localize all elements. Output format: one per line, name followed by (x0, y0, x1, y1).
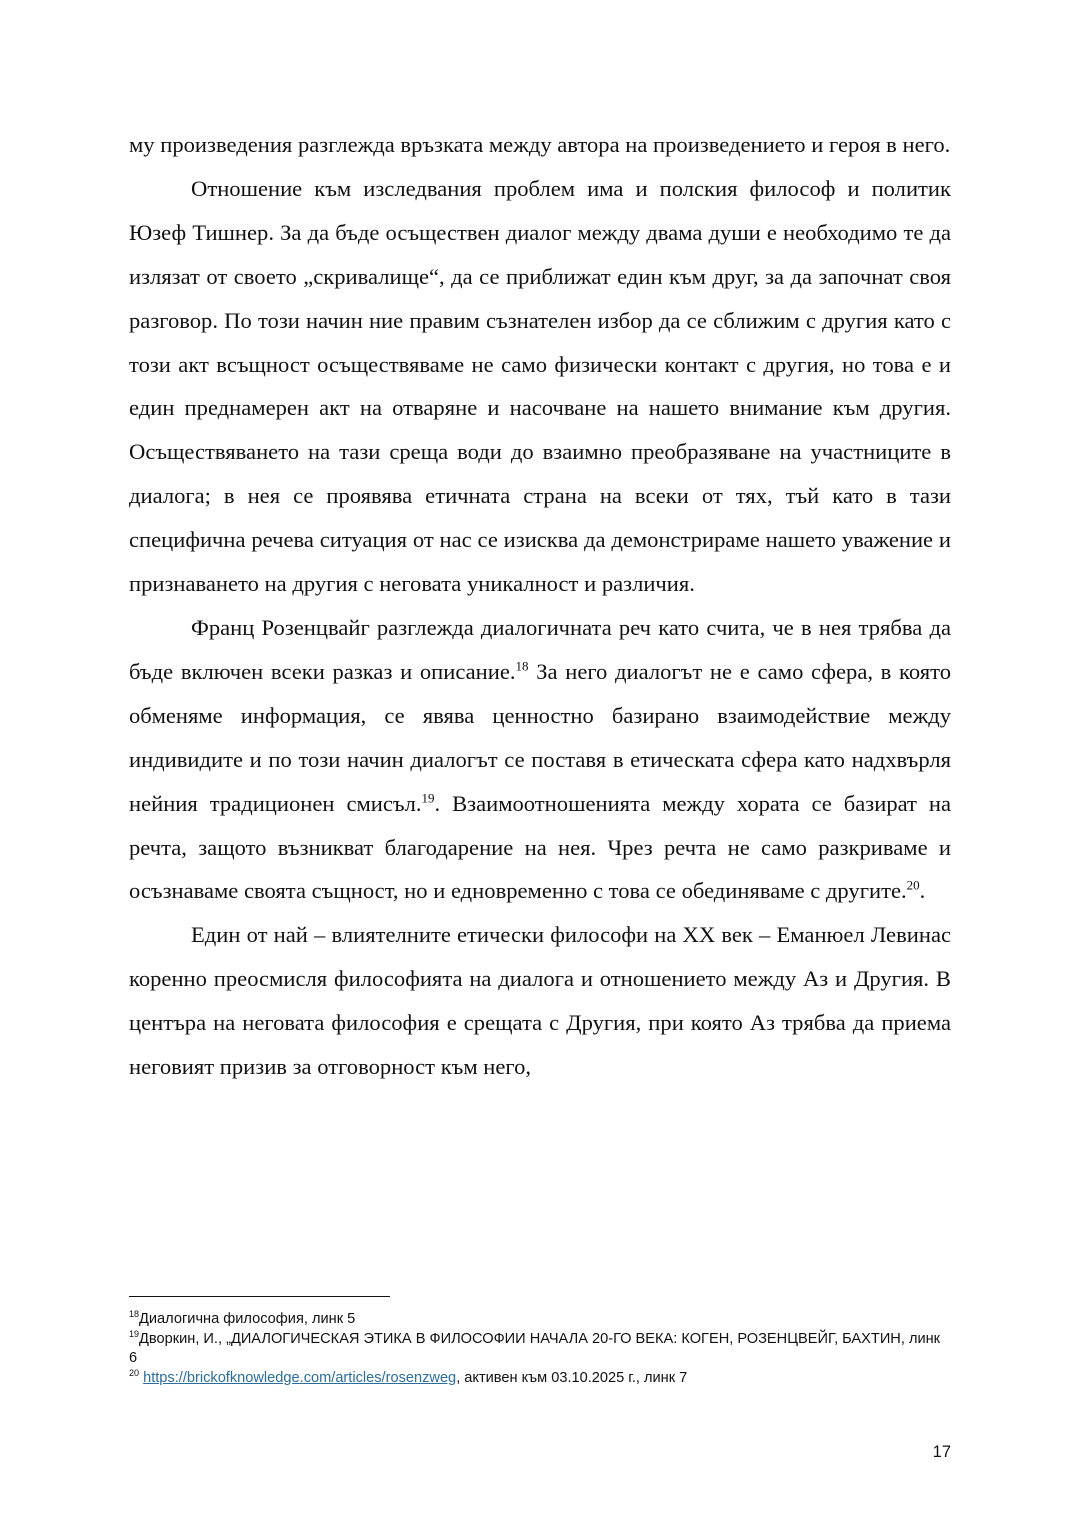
paragraph-text: . (919, 878, 926, 904)
body-text (129, 123, 951, 1089)
paragraph-3 (129, 606, 951, 913)
footnote-separator (129, 1296, 390, 1297)
paragraph-text: Един от най – влиятелните етически философи на ХХ век – Еманюел Левинас коренно преосмисля философията на диалога и отношението между Аз и Другия. В центъра на неговата философия е срещата с Другия, при която Аз трябва да приема неговият призив за отговорност към него, (129, 922, 951, 1080)
footnote-number: 18 (129, 1309, 140, 1320)
paragraph-1 (129, 123, 951, 167)
paragraph-text: Отношение към изследвания проблем има и полския философ и политик Юзеф Тишнер. За да бъде осъществен диалог между двама души е необходимо те да излязат от своето „скривалище“, да се приближат един към друг, за да започнат своя разговор. По този начин ние правим съзнателен избор да се сближим с другия като с този акт всъщност осъществяваме не само физически контакт с другия, но това е и един преднамерен акт на отваряне и насочване на нашето внимание към другия. Осъществяването на тази среща води до взаимно преобразяване на участниците в диалога; в нея се проявява етичната страна на всеки от тях, тъй като в тази специфична речева ситуация от нас се изисква да демонстрираме нашето уважение и признаването на другия с неговата уникалност и различия. (129, 175, 951, 597)
footnotes (129, 1310, 951, 1388)
footnote-number: 19 (129, 1328, 140, 1339)
footnote-link[interactable]: https://brickofknowledge.com/articles/rosenzweg (143, 1369, 457, 1386)
paragraph-4 (129, 913, 951, 1089)
paragraph-text: За него диалогът не е само сфера, в която обменяме информация, се явява ценностно базирано взаимодействие между индивидите и по този начин диалогът се поставя в етическата сфера като надхвърля нейния традиционен смисъл. (129, 658, 951, 816)
footnote-text: Дворкин, И., „ДИАЛОГИЧЕСКАЯ ЭТИКА В ФИЛОСОФИИ НАЧАЛА 20-ГО ВЕКА: КОГЕН, РОЗЕНЦВЕЙГ, БАХТИН, линк 6 (129, 1330, 941, 1366)
paragraph-text: . Взаимоотношенията между хората се базират на речта, защото възникват благодарение на нея. Чрез речта не само разкриваме и осъзнаваме своята същност, но и едновременно с това се обединяваме с другите. (129, 790, 951, 904)
paragraph-2 (129, 167, 951, 606)
paragraph-text: Франц Розенцвайг разглежда диалогичната реч като счита, че в нея трябва да бъде включен всеки разказ и описание. (129, 614, 951, 684)
page-number: 17 (932, 1443, 951, 1461)
footnote-19 (129, 1330, 951, 1369)
footnote-ref-18[interactable]: 18 (515, 658, 529, 674)
footnote-text: Диалогична философия, линк 5 (139, 1311, 356, 1327)
footnote-ref-19[interactable]: 19 (421, 790, 435, 806)
paragraph-text: му произведения разглежда връзката между автора на произведението и героя в него. (129, 132, 951, 157)
footnote-number: 20 (129, 1367, 140, 1378)
footnote-ref-20[interactable]: 20 (906, 877, 920, 893)
footnote-18 (129, 1310, 951, 1330)
footnote-text: , активен към 03.10.2025 г., линк 7 (456, 1369, 688, 1386)
footnote-20 (129, 1369, 951, 1389)
